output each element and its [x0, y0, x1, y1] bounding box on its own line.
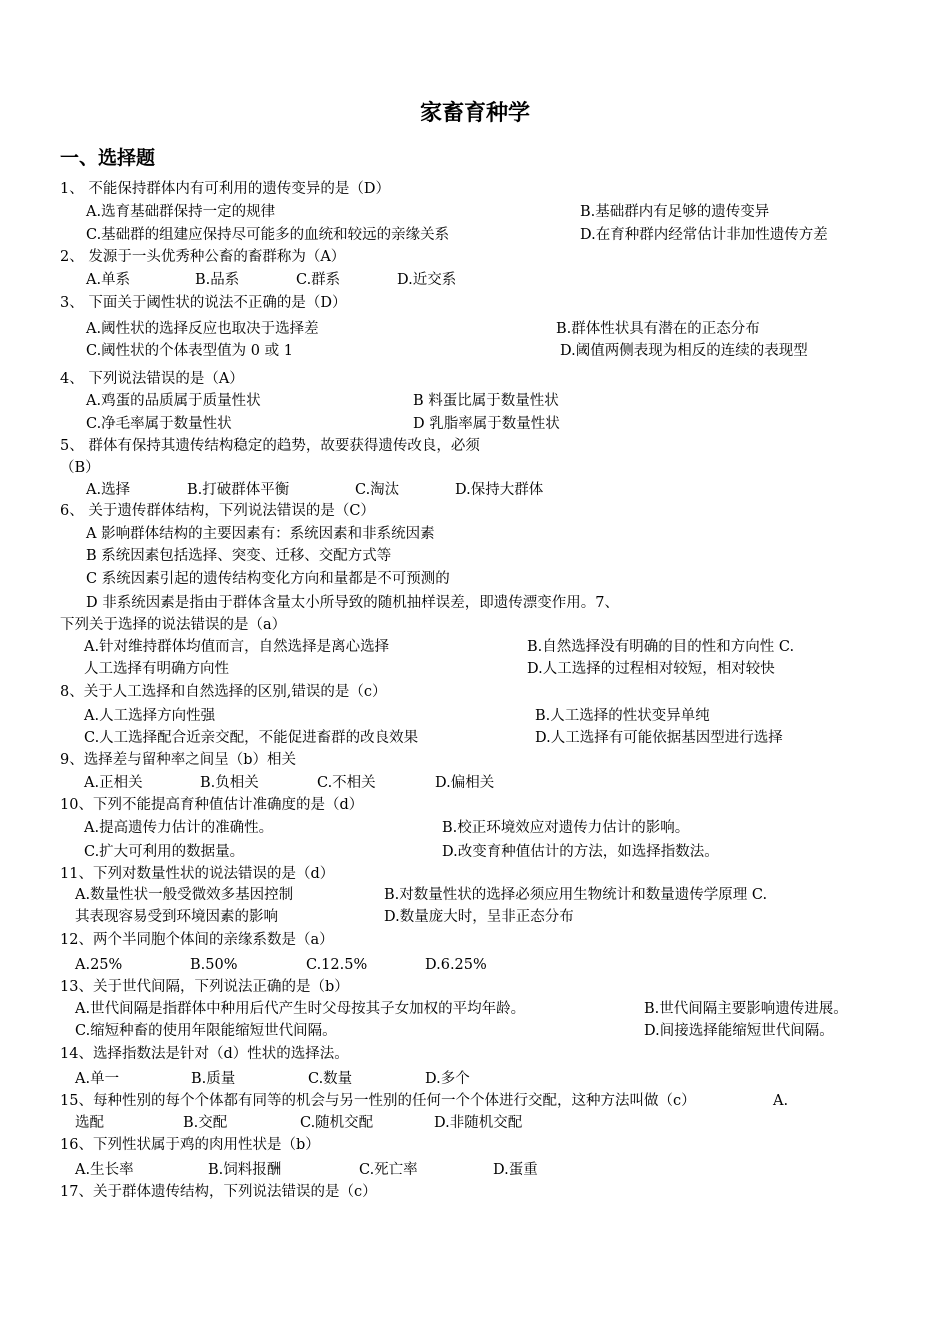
option-a: A.数量性状一般受微效多基因控制	[75, 887, 294, 903]
option-a: A.单系	[86, 272, 131, 288]
question-stem: 8、关于人工选择和自然选择的区别,错误的是（c）	[60, 684, 387, 700]
option-d: D.偏相关	[435, 775, 495, 791]
question-stem: 10、下列不能提高育种值估计准确度的是（d）	[60, 797, 364, 813]
question-stem: 6、 关于遗传群体结构，下列说法错误的是（C）	[60, 503, 375, 519]
option-d: D.改变育种值估计的方法，如选择指数法。	[442, 844, 719, 860]
option-c: C.淘汰	[355, 482, 400, 498]
option-a: A.人工选择方向性强	[84, 708, 216, 724]
option-a: A 影响群体结构的主要因素有：系统因素和非系统因素	[86, 526, 435, 542]
option-b: B.校正环境效应对遗传力估计的影响。	[442, 820, 690, 836]
option-d: D 乳脂率属于数量性状	[413, 416, 560, 432]
option-a: A.针对维持群体均值而言，自然选择是离心选择	[84, 639, 390, 655]
option-d: D 非系统因素是指由于群体含量太小所导致的随机抽样误差，即遗传漂变作用。7、	[86, 595, 619, 611]
option-d: D.在育种群内经常估计非加性遗传方差	[580, 227, 828, 243]
option-c: C.阈性状的个体表型值为 0 或 1	[86, 343, 293, 359]
question-stem: 5、 群体有保持其遗传结构稳定的趋势，故要获得遗传改良，必须	[60, 438, 480, 454]
option-c: C.人工选择配合近亲交配，不能促进畜群的改良效果	[84, 730, 419, 746]
question-stem: 17、关于群体遗传结构，下列说法错误的是（c）	[60, 1184, 377, 1200]
option-a: A.25%	[75, 957, 123, 973]
option-c: C.缩短种畜的使用年限能缩短世代间隔。	[75, 1023, 337, 1039]
option-c: 其表现容易受到环境因素的影响	[75, 909, 278, 925]
page-title: 家畜育种学	[419, 101, 530, 126]
option-c: C.12.5%	[306, 957, 368, 973]
option-b: B.群体性状具有潜在的正态分布	[556, 321, 760, 337]
option-b: B.品系	[195, 272, 240, 288]
option-a: A.单一	[75, 1071, 120, 1087]
option-a: A.提高遗传力估计的准确性。	[84, 820, 274, 836]
option-c: C.扩大可利用的数据量。	[84, 844, 245, 860]
question-stem: 12、两个半同胞个体间的亲缘系数是（a）	[60, 932, 334, 948]
option-a-prefix: A.	[773, 1093, 789, 1109]
option-d: D.近交系	[397, 272, 457, 288]
question-stem: 1、 不能保持群体内有可利用的遗传变异的是（D）	[60, 181, 390, 197]
option-d: D.阈值两侧表现为相反的连续的表现型	[560, 343, 808, 359]
option-b: B 料蛋比属于数量性状	[413, 393, 559, 409]
option-a: A.阈性状的选择反应也取决于选择差	[86, 321, 319, 337]
option-a: A.正相关	[84, 775, 143, 791]
question-stem: 9、选择差与留种率之间呈（b）相关	[60, 752, 297, 768]
option-d: D.间接选择能缩短世代间隔。	[644, 1023, 834, 1039]
option-b: B.饲料报酬	[208, 1162, 282, 1178]
option-c: C.数量	[308, 1071, 353, 1087]
question-stem: 下列关于选择的说法错误的是（a）	[60, 617, 287, 633]
option-c: C.随机交配	[300, 1115, 374, 1131]
option-b: B.对数量性状的选择必须应用生物统计和数量遗传学原理 C.	[384, 887, 768, 903]
option-b: B.打破群体平衡	[187, 482, 290, 498]
question-stem: 3、 下面关于阈性状的说法不正确的是（D）	[60, 295, 347, 311]
option-d: D.数量庞大时，呈非正态分布	[384, 909, 574, 925]
option-a: A.生长率	[75, 1162, 134, 1178]
option-a: A.鸡蛋的品质属于质量性状	[86, 393, 261, 409]
option-c: C.群系	[296, 272, 341, 288]
question-stem: 11、下列对数量性状的说法错误的是（d）	[60, 866, 335, 882]
question-stem: 15、每种性别的每个个体都有同等的机会与另一性别的任何一个个体进行交配，这种方法叫做（c）	[60, 1093, 696, 1109]
question-stem: 4、 下列说法错误的是（A）	[60, 371, 244, 387]
option-c: C.基础群的组建应保持尽可能多的血统和较远的亲缘关系	[86, 227, 450, 243]
option-c: C.死亡率	[359, 1162, 418, 1178]
option-b: B.负相关	[200, 775, 259, 791]
option-b: B 系统因素包括选择、突变、迁移、交配方式等	[86, 548, 392, 564]
option-b: B.基础群内有足够的遗传变异	[580, 204, 770, 220]
option-c: C 系统因素引起的遗传结构变化方向和量都是不可预测的	[86, 571, 450, 587]
option-b: B.交配	[183, 1115, 228, 1131]
question-stem: 14、选择指数法是针对（d）性状的选择法。	[60, 1046, 349, 1062]
option-d: D.蛋重	[493, 1162, 538, 1178]
option-d: D.人工选择有可能依据基因型进行选择	[535, 730, 783, 746]
option-d: D.保持大群体	[455, 482, 544, 498]
option-b: B.自然选择没有明确的目的性和方向性 C.	[527, 639, 795, 655]
section-heading: 一、选择题	[60, 147, 156, 169]
option-c: 人工选择有明确方向性	[84, 661, 229, 677]
option-b: B.50%	[190, 957, 238, 973]
option-d: D.多个	[425, 1071, 470, 1087]
option-d: D.6.25%	[425, 957, 487, 973]
option-d: D.非随机交配	[434, 1115, 523, 1131]
option-c: C.净毛率属于数量性状	[86, 416, 232, 432]
option-d: D.人工选择的过程相对较短，相对较快	[527, 661, 775, 677]
option-c: C.不相关	[317, 775, 376, 791]
question-stem: 16、下列性状属于鸡的肉用性状是（b）	[60, 1137, 320, 1153]
option-b: B.人工选择的性状变异单纯	[535, 708, 710, 724]
option-a: A.选育基础群保持一定的规律	[86, 204, 276, 220]
question-stem: 2、 发源于一头优秀种公畜的畜群称为（A）	[60, 249, 346, 265]
option-b: B.质量	[191, 1071, 236, 1087]
option-a: A.选择	[86, 482, 131, 498]
option-a: A.世代间隔是指群体中种用后代产生时父母按其子女加权的平均年龄。	[75, 1001, 526, 1017]
option-a: 选配	[75, 1115, 104, 1131]
question-stem: 13、关于世代间隔，下列说法正确的是（b）	[60, 979, 349, 995]
answer-line: （B）	[60, 460, 100, 476]
option-b: B.世代间隔主要影响遗传进展。	[644, 1001, 848, 1017]
